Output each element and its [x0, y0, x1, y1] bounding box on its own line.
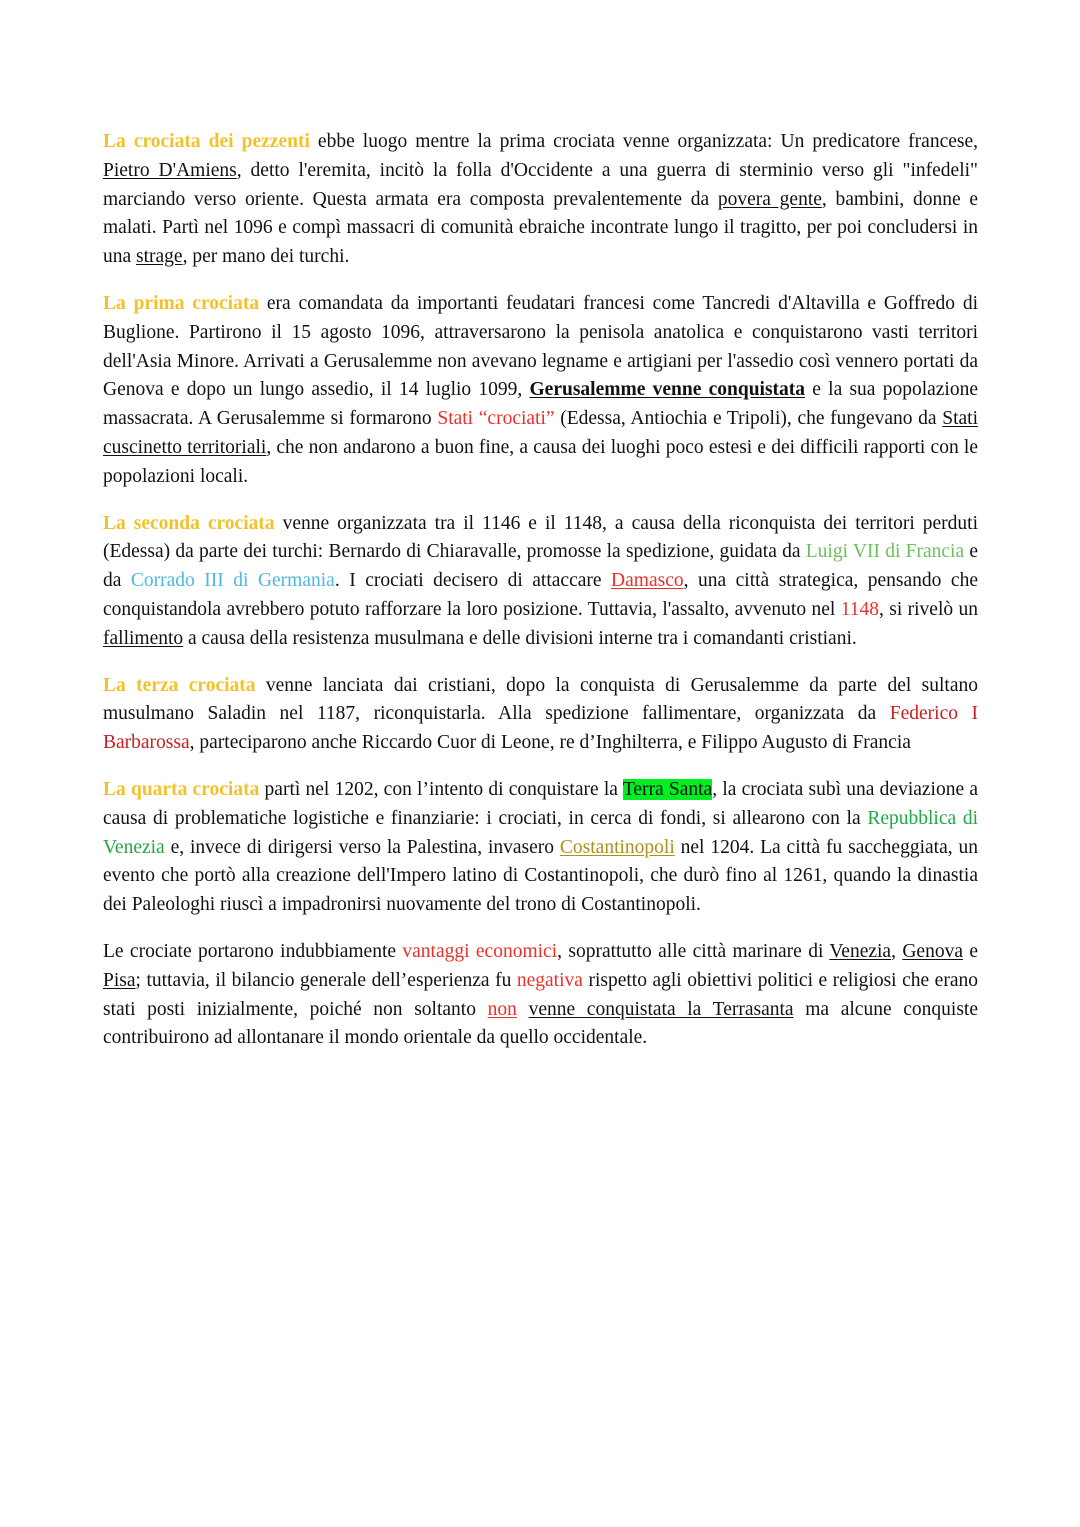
- text-run: e la sua popolazione massacrata. A Gerusalemme si formarono: [103, 379, 978, 430]
- emphasized-text: vantaggi economici: [402, 940, 558, 962]
- emphasized-text: Genova: [902, 940, 963, 962]
- text-run: , si rivelò un: [878, 598, 978, 620]
- emphasized-text: Corrado III di Germania: [130, 570, 335, 592]
- text-run: venne lanciata dai cristiani, dopo la conquista di Gerusalemme da parte del sultano musulmano Saladin nel 1187, riconquistarla. Alla spedizione fallimentare, organizzata da: [103, 674, 978, 725]
- text-run: , detto l'eremita, incitò la folla d'Occidente a una guerra di sterminio verso gli "infedeli" marciando verso oriente. Questa armata era composta prevalentemente da: [103, 159, 978, 210]
- emphasized-text: Gerusalemme venne conquistata: [529, 379, 806, 401]
- section-heading: La crociata dei pezzenti: [103, 131, 310, 152]
- text-run: nel 1204. La città fu saccheggiata, un evento che portò alla creazione dell'Impero latino di Costantinopoli, che durò fino al 1261, quando la dinastia dei Paleologhi riuscì a impadronirsi nuovamente del trono di Costantinopoli.: [103, 836, 978, 916]
- text-run: e da: [103, 541, 979, 592]
- text-run: , bambini, donne e malati. Partì nel 1096 e compì massacri di comunità ebraiche incontrate lungo il tragitto, per poi concludersi in una: [103, 188, 978, 268]
- paragraph-quarta-crociata: [103, 776, 978, 920]
- text-run: , parteciparono anche Riccardo Cuor di Leone, re d’Inghilterra, e Filippo Augusto di Francia: [189, 732, 911, 754]
- emphasized-text: Pietro D'Amiens: [103, 159, 237, 181]
- text-run: ma alcune conquiste contribuirono ad allontanare il mondo orientale da quello occidentale.: [103, 998, 978, 1049]
- emphasized-text: fallimento: [103, 627, 184, 649]
- emphasized-text: non: [487, 998, 517, 1020]
- text-run: , che non andarono a buon fine, a causa dei luoghi poco estesi e dei difficili rapporti con le popolazioni locali.: [103, 436, 978, 487]
- emphasized-text: Venezia: [829, 940, 892, 962]
- text-run: . I crociati decisero di attaccare: [334, 570, 612, 592]
- text-run: Le crociate portarono indubbiamente: [103, 940, 403, 962]
- emphasized-text: Stati cuscinetto territoriali: [103, 408, 979, 458]
- section-heading: La seconda crociata: [103, 512, 275, 534]
- text-run: , per mano dei turchi.: [182, 246, 350, 268]
- section-heading: La terza crociata: [103, 674, 256, 696]
- emphasized-text: Federico I Barbarossa: [103, 703, 978, 754]
- text-run: , la crociata subì una deviazione a causa di problematiche logistiche e finanziarie: i crociati, in cerca di fondi, si allearono con la: [103, 778, 979, 829]
- paragraph-prima-crociata: [103, 290, 978, 492]
- paragraph-seconda-crociata: [103, 510, 978, 654]
- emphasized-text: Luigi VII di Francia: [805, 541, 965, 563]
- emphasized-text: negativa: [516, 969, 583, 991]
- paragraph-conclusione: [103, 938, 978, 1053]
- text-run: [517, 999, 529, 1020]
- paragraph-crociata-pezzenti: [103, 128, 978, 272]
- emphasized-text: Costantinopoli: [559, 836, 675, 858]
- section-heading: La quarta crociata: [103, 778, 260, 800]
- text-run: era comandata da importanti feudatari francesi come Tancredi d'Altavilla e Goffredo di Buglione. Partirono il 15 agosto 1096, attraversarono la penisola anatolica e conquistarono vasti territori dell'Asia Minore. Arrivati a Gerusalemme non avevano legname e artigiani per l'assedio così vennero portati da Genova e dopo un lungo assedio, il 14 luglio 1099,: [103, 292, 978, 401]
- emphasized-text: Repubblica di Venezia: [103, 807, 978, 858]
- text-run: venne organizzata tra il 1146 e il 1148, a causa della riconquista dei territori perduti (Edessa) da parte dei turchi: Bernardo di Chiaravalle, promosse la spedizione, guidata da: [103, 512, 978, 563]
- emphasized-text: venne conquistata la Terrasanta: [528, 998, 794, 1020]
- emphasized-text: strage: [136, 246, 183, 268]
- text-run: rispetto agli obiettivi politici e religiosi che erano stati posti inizialmente, poiché non soltanto: [103, 969, 978, 1020]
- highlighted-text: Terra Santa: [622, 778, 713, 800]
- emphasized-text: povera gente: [717, 188, 822, 210]
- text-run: a causa della resistenza musulmana e delle divisioni interne tra i comandanti cristiani.: [183, 627, 857, 649]
- text-run: , soprattutto alle città marinare di: [557, 940, 830, 962]
- section-heading: La prima crociata: [103, 292, 260, 314]
- text-run: (Edessa, Antiochia e Tripoli), che fungevano da: [554, 408, 943, 430]
- emphasized-text: Stati “crociati”: [437, 408, 555, 430]
- emphasized-text: Pisa: [103, 969, 136, 991]
- text-run: ebbe luogo mentre la prima crociata venne organizzata: Un predicatore francese,: [309, 131, 978, 152]
- text-run: , una città strategica, pensando che conquistandola avrebbero potuto rafforzare la loro posizione. Tuttavia, l'assalto, avvenuto nel: [103, 570, 978, 620]
- text-run: e: [962, 940, 978, 962]
- emphasized-text: Damasco: [611, 570, 684, 592]
- text-run: e, invece di dirigersi verso la Palestina, invasero: [164, 836, 560, 858]
- text-run: ; tuttavia, il bilancio generale dell’esperienza fu: [135, 969, 517, 991]
- emphasized-text: 1148: [840, 598, 879, 620]
- text-run: partì nel 1202, con l’intento di conquistare la: [259, 778, 623, 800]
- paragraph-terza-crociata: [103, 672, 978, 758]
- text-run: ,: [891, 940, 903, 962]
